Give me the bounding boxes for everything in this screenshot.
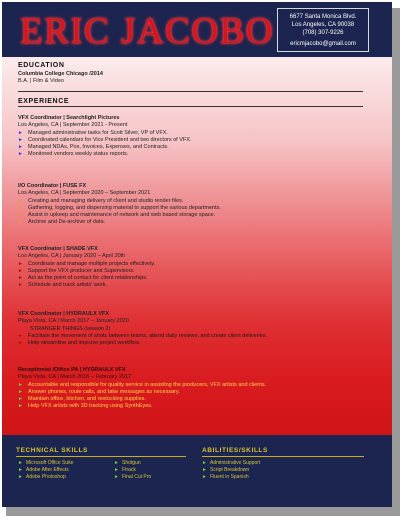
- arrow-right-icon: ►: [18, 130, 23, 136]
- resume-name: ERIC JACOBO: [20, 11, 274, 52]
- list-item: ► Support the VFX producer and Supervisors.: [18, 268, 135, 274]
- contact-address-line2: Los Angeles, CA 90038: [291, 22, 355, 28]
- skill-item: ► Microsoft Office Suite: [18, 460, 74, 466]
- ability-item: ► Fluent in Spanish: [202, 474, 249, 480]
- job-bullet-list: [18, 261, 155, 289]
- job-bullet-list: [18, 130, 191, 158]
- arrow-right-icon: ►: [18, 151, 23, 157]
- arrow-right-icon: ►: [18, 205, 23, 211]
- list-item: ► Assist in upkeep and maintenance of network and web based storage space.: [18, 212, 216, 218]
- section-divider: [202, 456, 364, 457]
- contact-box: [277, 8, 369, 52]
- arrow-right-icon: ►: [18, 474, 23, 480]
- experience-heading: EXPERIENCE: [18, 98, 70, 105]
- arrow-right-icon: ►: [18, 137, 23, 143]
- list-item: ► Gathering, logging, and dispersing material to support the various departments.: [18, 205, 221, 211]
- list-item: ► Accountable and responsible for quality service in assisting the producers, VFX artists and clients.: [18, 382, 267, 388]
- skill-item: ► Adobe After Effects: [18, 467, 69, 473]
- arrow-right-icon: ►: [18, 219, 23, 225]
- skill-item: ► Final Cut Pro: [114, 474, 152, 480]
- arrow-right-icon: ►: [18, 460, 23, 466]
- arrow-right-icon: ►: [114, 474, 119, 480]
- skill-item: ► Ftrack: [114, 467, 136, 473]
- arrow-right-icon: ►: [18, 212, 23, 218]
- education-school: Columbia College Chicago /2014: [18, 71, 103, 77]
- contact-address-line1: 6677 Santa Monica Blvd.: [289, 14, 357, 20]
- arrow-right-icon: ►: [18, 261, 23, 267]
- arrow-right-icon: ►: [18, 340, 23, 346]
- list-item: ► Help VFX artists with 3D tracking using SynthEyes.: [18, 403, 153, 409]
- arrow-right-icon: ►: [114, 460, 119, 466]
- list-item: STRANGER THINGS (season 2): [30, 326, 111, 332]
- skill-item: ► Shotgun: [114, 460, 141, 466]
- arrow-right-icon: ►: [18, 275, 23, 281]
- section-divider: [18, 91, 363, 92]
- skills-footer: [2, 435, 392, 507]
- arrow-right-icon: ►: [18, 198, 23, 204]
- list-item: ► Maintain office, kitchen, and restocking supplies.: [18, 396, 146, 402]
- list-item: ► Creating and managing delivery of client and studio render files.: [18, 198, 184, 204]
- list-item: ► Help streamline and improve project workflow.: [18, 340, 141, 346]
- abilities-heading: ABILITIES/SKILLS: [202, 447, 268, 454]
- education-degree: B.A. | Film & Video: [18, 78, 64, 84]
- contact-email[interactable]: ericmjacobo@gmail.com: [290, 41, 356, 47]
- job-title: I/O Coordinator | FUSE FX: [18, 183, 87, 189]
- job-title: VFX Coordinator | SHADE VFX: [18, 246, 98, 252]
- arrow-right-icon: ►: [202, 467, 207, 473]
- list-item: ► Archive and De-archive of data.: [18, 219, 106, 225]
- job-title: Receptionist /Office PA | HYDRAULX VFX: [18, 367, 126, 373]
- job-location: Los Angeles, CA | September 2021 - Present: [18, 122, 128, 128]
- job-location: Playa Vista, CA | March 2017 – January 2020: [18, 318, 129, 324]
- list-item: ► Coordinated calendars for Vice President and two directors of VFX.: [18, 137, 192, 143]
- list-item: ► Answer phones, route calls, and take messages as necessary.: [18, 389, 180, 395]
- resume-header: [2, 2, 392, 57]
- contact-phone: (708) 307-9226: [302, 30, 344, 36]
- list-item: ► Schedule and track artists' work.: [18, 282, 108, 288]
- job-location: Playa Vista, CA | March 2016 – February 2017: [18, 374, 132, 380]
- job-title: VFX Coordinator | Searchlight Pictures: [18, 115, 120, 121]
- education-heading: EDUCATION: [18, 62, 65, 69]
- ability-item: ► Administrative Support: [202, 460, 261, 466]
- ability-item: ► Script Breakdown: [202, 467, 250, 473]
- list-item: ► Managed administrative tasks for Scott Silver, VP of VFX.: [18, 130, 168, 136]
- list-item: ► Managed NDAs, Pos, Invoices, Expenses, and Contracts.: [18, 144, 169, 150]
- list-item: ► Coordinate and manage multiple projects effectively.: [18, 261, 156, 267]
- arrow-right-icon: ►: [114, 467, 119, 473]
- arrow-right-icon: ►: [18, 282, 23, 288]
- skill-item: ► Adobe Photoshop: [18, 474, 66, 480]
- job-bullet-list: [18, 198, 221, 226]
- section-divider: [16, 456, 186, 457]
- technical-skills-heading: TECHNICAL SKILLS: [16, 447, 88, 454]
- arrow-right-icon: ►: [202, 474, 207, 480]
- job-bullet-list: [18, 326, 267, 347]
- job-title: VFX Coordinator | HYDRAULX VFX: [18, 311, 110, 317]
- job-location: Los Angeles, CA | September 2020 – September 2021: [18, 190, 151, 196]
- arrow-right-icon: ►: [18, 389, 23, 395]
- arrow-right-icon: ►: [18, 382, 23, 388]
- list-item: ► Facilitate the movement of shots between teams, attend daily reviews, and create client deliveries.: [18, 333, 268, 339]
- job-location: Los Angeles, CA | January 2020 – April 30th: [18, 253, 126, 259]
- arrow-right-icon: ►: [18, 333, 23, 339]
- list-item: ► Monitored vendors weekly status reports.: [18, 151, 129, 157]
- arrow-right-icon: ►: [18, 268, 23, 274]
- resume-page: [2, 2, 392, 507]
- job-bullet-list: [18, 382, 266, 410]
- arrow-right-icon: ►: [18, 144, 23, 150]
- arrow-right-icon: ►: [18, 403, 23, 409]
- arrow-right-icon: ►: [18, 467, 23, 473]
- arrow-right-icon: ►: [18, 396, 23, 402]
- list-item: ► Act as the point of contact for client relationships.: [18, 275, 148, 281]
- section-divider: [18, 106, 363, 107]
- arrow-right-icon: ►: [202, 460, 207, 466]
